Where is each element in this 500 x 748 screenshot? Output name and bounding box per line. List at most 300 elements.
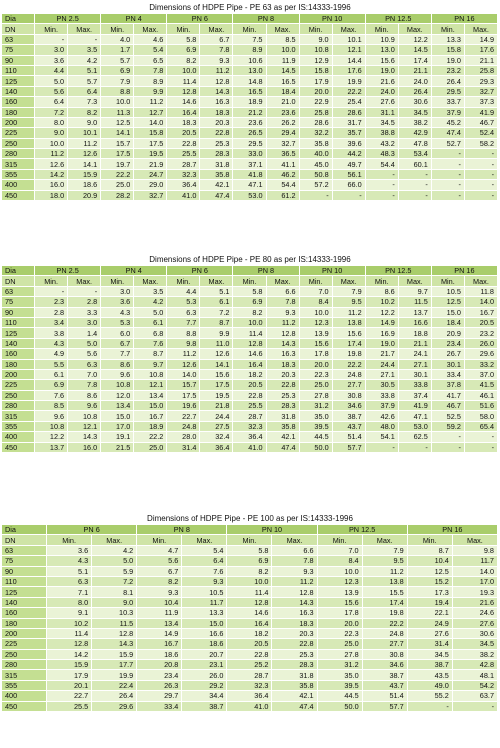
thickness-cell: 7.7 bbox=[167, 317, 200, 327]
thickness-cell: 13.0 bbox=[233, 65, 266, 75]
thickness-cell: 36.4 bbox=[167, 180, 200, 190]
thickness-cell: 16.4 bbox=[233, 359, 266, 369]
table-row bbox=[2, 65, 498, 75]
thickness-cell: 15.7 bbox=[167, 380, 200, 390]
pe100-table-title: Dimensions of HDPE Pipe - PE 100 as per IS:14333-1996 bbox=[147, 514, 353, 523]
thickness-cell: 9.1 bbox=[47, 608, 92, 618]
thickness-cell: 8.0 bbox=[35, 117, 68, 127]
thickness-cell: 19.1 bbox=[101, 432, 134, 442]
thickness-cell: 14.9 bbox=[137, 628, 182, 638]
pressure-class-header: PN 16 bbox=[431, 266, 497, 276]
table-row bbox=[2, 701, 498, 711]
thickness-cell: 20.0 bbox=[299, 359, 332, 369]
thickness-cell: 12.6 bbox=[200, 349, 233, 359]
thickness-cell: 43.2 bbox=[365, 138, 398, 148]
thickness-cell: 7.0 bbox=[317, 545, 362, 555]
thickness-cell: - bbox=[431, 432, 464, 442]
thickness-cell: 5.3 bbox=[167, 297, 200, 307]
thickness-cell: 29.7 bbox=[137, 691, 182, 701]
thickness-cell: 21.1 bbox=[464, 55, 497, 65]
thickness-cell: 23.4 bbox=[137, 670, 182, 680]
thickness-cell: 23.2 bbox=[464, 328, 497, 338]
header-row-classes bbox=[2, 14, 498, 24]
thickness-cell: 14.1 bbox=[68, 159, 101, 169]
thickness-cell: 48.3 bbox=[365, 149, 398, 159]
thickness-cell: 10.0 bbox=[167, 65, 200, 75]
thickness-cell: 41.7 bbox=[431, 390, 464, 400]
thickness-cell: 38.7 bbox=[407, 660, 452, 670]
thickness-cell: 2.3 bbox=[35, 297, 68, 307]
thickness-cell: 6.7 bbox=[137, 566, 182, 576]
thickness-cell: 11.2 bbox=[200, 65, 233, 75]
table-row bbox=[2, 545, 498, 555]
thickness-cell: 21.7 bbox=[365, 349, 398, 359]
min-header: Min. bbox=[167, 24, 200, 34]
dn-cell: 75 bbox=[2, 45, 35, 55]
thickness-cell: 42.6 bbox=[365, 411, 398, 421]
thickness-cell: 31.2 bbox=[317, 660, 362, 670]
table-row bbox=[2, 401, 498, 411]
thickness-cell: 15.7 bbox=[101, 138, 134, 148]
thickness-cell: 31.4 bbox=[167, 442, 200, 452]
thickness-cell: 24.4 bbox=[200, 411, 233, 421]
thickness-cell: - bbox=[407, 701, 452, 711]
thickness-cell: 49.0 bbox=[407, 680, 452, 690]
thickness-cell: 16.6 bbox=[398, 317, 431, 327]
thickness-cell: 3.0 bbox=[68, 317, 101, 327]
max-header: Max. bbox=[398, 24, 431, 34]
thickness-cell: 11.5 bbox=[92, 618, 137, 628]
dn-cell: 450 bbox=[2, 701, 47, 711]
thickness-cell: 25.3 bbox=[272, 649, 317, 659]
thickness-cell: 8.8 bbox=[167, 328, 200, 338]
table-row bbox=[2, 55, 498, 65]
thickness-cell: 37.0 bbox=[464, 369, 497, 379]
thickness-cell: 3.6 bbox=[35, 55, 68, 65]
thickness-cell: 4.3 bbox=[101, 307, 134, 317]
min-header: Min. bbox=[365, 276, 398, 286]
thickness-cell: 18.6 bbox=[68, 180, 101, 190]
thickness-cell: 20.8 bbox=[137, 660, 182, 670]
thickness-cell: - bbox=[398, 180, 431, 190]
thickness-cell: 7.9 bbox=[101, 76, 134, 86]
thickness-cell: 19.4 bbox=[407, 597, 452, 607]
thickness-cell: 29.5 bbox=[233, 138, 266, 148]
table-row bbox=[2, 45, 498, 55]
thickness-cell: 10.1 bbox=[68, 128, 101, 138]
thickness-cell: 23.6 bbox=[233, 117, 266, 127]
thickness-cell: 29.0 bbox=[134, 180, 167, 190]
max-header: Max. bbox=[362, 535, 407, 545]
max-header: Max. bbox=[134, 276, 167, 286]
table-row bbox=[2, 587, 498, 597]
thickness-cell: 47.1 bbox=[233, 180, 266, 190]
min-header: Min. bbox=[233, 276, 266, 286]
thickness-cell: 17.5 bbox=[101, 149, 134, 159]
table-row bbox=[2, 359, 498, 369]
thickness-cell: 6.5 bbox=[134, 55, 167, 65]
thickness-cell: 20.9 bbox=[431, 328, 464, 338]
thickness-cell: 34.6 bbox=[332, 401, 365, 411]
thickness-cell: 23.6 bbox=[266, 107, 299, 117]
thickness-cell: - bbox=[365, 442, 398, 452]
thickness-cell: 44.5 bbox=[317, 691, 362, 701]
pressure-class-header: PN 2.5 bbox=[35, 14, 101, 24]
thickness-cell: 47.1 bbox=[398, 411, 431, 421]
thickness-cell: 19.5 bbox=[134, 149, 167, 159]
thickness-cell: 22.8 bbox=[227, 649, 272, 659]
thickness-cell: 3.8 bbox=[35, 328, 68, 338]
max-header: Max. bbox=[134, 24, 167, 34]
thickness-cell: 16.5 bbox=[233, 86, 266, 96]
dn-cell: 280 bbox=[2, 401, 35, 411]
thickness-cell: 10.3 bbox=[92, 608, 137, 618]
thickness-cell: 9.9 bbox=[200, 328, 233, 338]
thickness-cell: 32.3 bbox=[167, 169, 200, 179]
dn-cell: 140 bbox=[2, 597, 47, 607]
thickness-cell: 22.8 bbox=[272, 639, 317, 649]
thickness-cell: 4.3 bbox=[47, 556, 92, 566]
thickness-cell: 9.8 bbox=[167, 338, 200, 348]
thickness-cell: 29.3 bbox=[464, 76, 497, 86]
thickness-cell: 17.5 bbox=[200, 380, 233, 390]
thickness-cell: 25.5 bbox=[47, 701, 92, 711]
thickness-cell: 52.4 bbox=[464, 128, 497, 138]
thickness-cell: 36.4 bbox=[227, 691, 272, 701]
dn-cell: 110 bbox=[2, 65, 35, 75]
thickness-cell: 13.8 bbox=[332, 317, 365, 327]
thickness-cell: 11.4 bbox=[227, 587, 272, 597]
table-row bbox=[2, 660, 498, 670]
table-row bbox=[2, 286, 498, 296]
thickness-cell: 35.0 bbox=[317, 670, 362, 680]
pe100-section bbox=[0, 513, 500, 712]
thickness-cell: 12.2 bbox=[398, 34, 431, 44]
max-header: Max. bbox=[68, 24, 101, 34]
table-row bbox=[2, 349, 498, 359]
table-row bbox=[2, 421, 498, 431]
thickness-cell: 50.0 bbox=[299, 442, 332, 452]
thickness-cell: 32.7 bbox=[266, 138, 299, 148]
table-row bbox=[2, 117, 498, 127]
dn-cell: 90 bbox=[2, 307, 35, 317]
thickness-cell: - bbox=[35, 34, 68, 44]
thickness-cell: 47.4 bbox=[272, 701, 317, 711]
max-header: Max. bbox=[266, 24, 299, 34]
table-row bbox=[2, 159, 498, 169]
thickness-cell: 27.7 bbox=[332, 380, 365, 390]
thickness-cell: 58.2 bbox=[464, 138, 497, 148]
thickness-cell: 37.1 bbox=[233, 159, 266, 169]
thickness-cell: 7.2 bbox=[92, 576, 137, 586]
thickness-cell: 3.3 bbox=[68, 307, 101, 317]
thickness-cell: 9.9 bbox=[134, 86, 167, 96]
thickness-cell: 30.6 bbox=[452, 628, 497, 638]
thickness-cell: 10.4 bbox=[137, 597, 182, 607]
thickness-cell: 18.4 bbox=[431, 317, 464, 327]
header-row-minmax bbox=[2, 24, 498, 34]
thickness-cell: 9.3 bbox=[137, 587, 182, 597]
thickness-cell: 21.8 bbox=[200, 401, 233, 411]
thickness-cell: 8.8 bbox=[101, 86, 134, 96]
max-header: Max. bbox=[464, 276, 497, 286]
thickness-cell: 34.5 bbox=[452, 639, 497, 649]
thickness-cell: 11.8 bbox=[464, 286, 497, 296]
thickness-cell: 30.8 bbox=[332, 390, 365, 400]
thickness-cell: 10.0 bbox=[101, 97, 134, 107]
max-header: Max. bbox=[182, 535, 227, 545]
thickness-cell: - bbox=[431, 190, 464, 200]
dn-cell: 355 bbox=[2, 169, 35, 179]
thickness-cell: 2.8 bbox=[68, 297, 101, 307]
thickness-cell: - bbox=[68, 286, 101, 296]
thickness-cell: 9.0 bbox=[92, 597, 137, 607]
thickness-cell: 22.7 bbox=[167, 411, 200, 421]
min-header: Min. bbox=[35, 24, 68, 34]
thickness-cell: 4.2 bbox=[68, 55, 101, 65]
thickness-cell: 8.2 bbox=[68, 107, 101, 117]
thickness-cell: 32.4 bbox=[200, 432, 233, 442]
thickness-cell: 12.3 bbox=[299, 317, 332, 327]
thickness-cell: 29.6 bbox=[464, 349, 497, 359]
thickness-cell: 36.4 bbox=[200, 442, 233, 452]
thickness-cell: 16.6 bbox=[182, 628, 227, 638]
dn-cell: 125 bbox=[2, 76, 35, 86]
thickness-cell: 35.8 bbox=[272, 680, 317, 690]
thickness-cell: 35.7 bbox=[332, 128, 365, 138]
thickness-cell: 10.1 bbox=[332, 34, 365, 44]
thickness-cell: 15.0 bbox=[182, 618, 227, 628]
thickness-cell: 18.6 bbox=[137, 649, 182, 659]
thickness-cell: 11.3 bbox=[101, 107, 134, 117]
pressure-class-header: PN 10 bbox=[299, 14, 365, 24]
thickness-cell: 26.4 bbox=[398, 86, 431, 96]
thickness-cell: 13.8 bbox=[362, 576, 407, 586]
thickness-cell: 37.3 bbox=[464, 97, 497, 107]
thickness-cell: 14.6 bbox=[233, 349, 266, 359]
thickness-cell: 31.4 bbox=[407, 639, 452, 649]
thickness-cell: 34.6 bbox=[362, 660, 407, 670]
thickness-cell: 6.0 bbox=[101, 328, 134, 338]
thickness-cell: 4.6 bbox=[134, 34, 167, 44]
thickness-cell: 11.9 bbox=[137, 608, 182, 618]
thickness-cell: 21.1 bbox=[398, 65, 431, 75]
thickness-cell: 11.0 bbox=[200, 338, 233, 348]
thickness-cell: 38.8 bbox=[365, 128, 398, 138]
thickness-cell: 7.1 bbox=[47, 587, 92, 597]
dn-cell: 160 bbox=[2, 608, 47, 618]
thickness-cell: 5.6 bbox=[137, 556, 182, 566]
thickness-cell: 13.0 bbox=[365, 45, 398, 55]
thickness-cell: 22.3 bbox=[317, 628, 362, 638]
thickness-cell: 22.1 bbox=[407, 608, 452, 618]
thickness-cell: 12.3 bbox=[317, 576, 362, 586]
thickness-cell: 62.5 bbox=[398, 432, 431, 442]
thickness-cell: - bbox=[431, 169, 464, 179]
thickness-cell: 22.2 bbox=[134, 432, 167, 442]
thickness-cell: 12.7 bbox=[134, 107, 167, 117]
thickness-cell: - bbox=[35, 286, 68, 296]
thickness-cell: 18.8 bbox=[398, 328, 431, 338]
thickness-cell: 11.4 bbox=[233, 328, 266, 338]
thickness-cell: 12.1 bbox=[332, 45, 365, 55]
thickness-cell: 20.3 bbox=[272, 628, 317, 638]
thickness-cell: 26.0 bbox=[182, 670, 227, 680]
thickness-cell: 17.9 bbox=[299, 76, 332, 86]
thickness-cell: 37.8 bbox=[431, 380, 464, 390]
thickness-cell: 27.5 bbox=[200, 421, 233, 431]
thickness-cell: 12.9 bbox=[299, 55, 332, 65]
table-row bbox=[2, 86, 498, 96]
thickness-cell: 50.0 bbox=[317, 701, 362, 711]
thickness-cell: 8.9 bbox=[233, 45, 266, 55]
thickness-cell: 5.0 bbox=[68, 338, 101, 348]
thickness-cell: 14.9 bbox=[464, 34, 497, 44]
thickness-cell: 19.7 bbox=[101, 159, 134, 169]
thickness-cell: 12.0 bbox=[101, 390, 134, 400]
thickness-cell: 12.5 bbox=[101, 117, 134, 127]
thickness-cell: 14.0 bbox=[464, 297, 497, 307]
dn-cell: 63 bbox=[2, 286, 35, 296]
thickness-cell: 12.6 bbox=[35, 159, 68, 169]
thickness-cell: 44.2 bbox=[332, 149, 365, 159]
thickness-cell: 5.6 bbox=[35, 86, 68, 96]
thickness-cell: 22.8 bbox=[167, 138, 200, 148]
thickness-cell: 38.7 bbox=[182, 701, 227, 711]
dn-cell: 250 bbox=[2, 390, 35, 400]
thickness-cell: 18.3 bbox=[167, 117, 200, 127]
min-header: Min. bbox=[299, 276, 332, 286]
thickness-cell: 41.8 bbox=[233, 169, 266, 179]
thickness-cell: 28.0 bbox=[167, 432, 200, 442]
thickness-cell: 23.4 bbox=[431, 338, 464, 348]
thickness-cell: 15.6 bbox=[365, 55, 398, 65]
thickness-cell: - bbox=[398, 442, 431, 452]
thickness-cell: 17.4 bbox=[362, 597, 407, 607]
thickness-cell: 28.7 bbox=[167, 159, 200, 169]
thickness-cell: 24.0 bbox=[365, 86, 398, 96]
thickness-cell: 16.3 bbox=[272, 608, 317, 618]
thickness-cell: 14.4 bbox=[332, 55, 365, 65]
thickness-cell: 9.3 bbox=[200, 55, 233, 65]
dn-header: DN bbox=[2, 535, 47, 545]
thickness-cell: 24.9 bbox=[407, 618, 452, 628]
min-header: Min. bbox=[431, 24, 464, 34]
pressure-class-header: PN 8 bbox=[137, 525, 227, 535]
thickness-cell: 10.2 bbox=[365, 297, 398, 307]
dn-cell: 315 bbox=[2, 411, 35, 421]
thickness-cell: 30.5 bbox=[365, 380, 398, 390]
thickness-cell: 17.9 bbox=[47, 670, 92, 680]
thickness-cell: 33.7 bbox=[431, 97, 464, 107]
thickness-cell: 12.8 bbox=[47, 639, 92, 649]
thickness-cell: 15.6 bbox=[317, 597, 362, 607]
thickness-cell: 31.2 bbox=[299, 401, 332, 411]
thickness-cell: 41.1 bbox=[266, 159, 299, 169]
thickness-cell: 19.0 bbox=[365, 338, 398, 348]
thickness-cell: 40.0 bbox=[299, 149, 332, 159]
thickness-cell: 53.0 bbox=[233, 190, 266, 200]
dn-cell: 225 bbox=[2, 128, 35, 138]
thickness-cell: 5.0 bbox=[92, 556, 137, 566]
thickness-cell: 21.0 bbox=[266, 97, 299, 107]
thickness-cell: 11.2 bbox=[266, 317, 299, 327]
thickness-cell: 19.9 bbox=[92, 670, 137, 680]
thickness-cell: 9.0 bbox=[299, 34, 332, 44]
thickness-cell: 24.8 bbox=[167, 421, 200, 431]
dn-cell: 225 bbox=[2, 380, 35, 390]
thickness-cell: 33.0 bbox=[233, 149, 266, 159]
pe63-table-title: Dimensions of HDPE Pipe - PE 63 as per IS:14333-1996 bbox=[149, 3, 351, 12]
table-row bbox=[2, 608, 498, 618]
thickness-cell: 29.6 bbox=[92, 701, 137, 711]
thickness-cell: 35.8 bbox=[299, 138, 332, 148]
thickness-cell: 20.9 bbox=[68, 190, 101, 200]
thickness-cell: 24.6 bbox=[452, 608, 497, 618]
thickness-cell: 35.8 bbox=[200, 169, 233, 179]
thickness-cell: 37.4 bbox=[398, 390, 431, 400]
thickness-cell: 26.7 bbox=[431, 349, 464, 359]
thickness-cell: 27.8 bbox=[317, 649, 362, 659]
thickness-cell: 6.4 bbox=[68, 86, 101, 96]
thickness-cell: 11.2 bbox=[68, 138, 101, 148]
thickness-cell: 34.4 bbox=[182, 691, 227, 701]
thickness-cell: 33.8 bbox=[398, 380, 431, 390]
min-header: Min. bbox=[137, 535, 182, 545]
dn-cell: 400 bbox=[2, 691, 47, 701]
table-row bbox=[2, 432, 498, 442]
thickness-cell: 29.2 bbox=[182, 680, 227, 690]
thickness-cell: 10.2 bbox=[47, 618, 92, 628]
table-row bbox=[2, 297, 498, 307]
table-row bbox=[2, 390, 498, 400]
thickness-cell: 14.9 bbox=[365, 317, 398, 327]
thickness-cell: 6.8 bbox=[134, 328, 167, 338]
thickness-cell: 6.9 bbox=[227, 556, 272, 566]
thickness-cell: 27.1 bbox=[398, 359, 431, 369]
table-row bbox=[2, 680, 498, 690]
thickness-cell: 25.3 bbox=[200, 138, 233, 148]
thickness-cell: 21.9 bbox=[134, 159, 167, 169]
thickness-cell: 48.1 bbox=[452, 670, 497, 680]
dn-cell: 75 bbox=[2, 556, 47, 566]
thickness-cell: 12.2 bbox=[35, 432, 68, 442]
pressure-class-header: PN 16 bbox=[407, 525, 497, 535]
dn-cell: 315 bbox=[2, 159, 35, 169]
pressure-class-header: PN 12.5 bbox=[365, 266, 431, 276]
thickness-cell: 12.5 bbox=[431, 297, 464, 307]
thickness-cell: 51.4 bbox=[332, 432, 365, 442]
thickness-cell: 32.7 bbox=[134, 190, 167, 200]
thickness-cell: 6.7 bbox=[200, 34, 233, 44]
thickness-cell: 3.0 bbox=[101, 286, 134, 296]
thickness-cell: 38.2 bbox=[398, 117, 431, 127]
thickness-cell: 5.1 bbox=[47, 566, 92, 576]
dn-cell: 450 bbox=[2, 442, 35, 452]
thickness-cell: 16.0 bbox=[35, 180, 68, 190]
thickness-cell: 21.2 bbox=[233, 107, 266, 117]
thickness-cell: 27.6 bbox=[407, 628, 452, 638]
min-header: Min. bbox=[47, 535, 92, 545]
thickness-cell: 22.8 bbox=[266, 380, 299, 390]
thickness-cell: 13.4 bbox=[137, 618, 182, 628]
thickness-cell: 32.3 bbox=[233, 421, 266, 431]
thickness-cell: 7.8 bbox=[134, 65, 167, 75]
dn-cell: 355 bbox=[2, 421, 35, 431]
thickness-cell: 8.6 bbox=[101, 359, 134, 369]
thickness-cell: 13.4 bbox=[134, 390, 167, 400]
dn-cell: 280 bbox=[2, 660, 47, 670]
